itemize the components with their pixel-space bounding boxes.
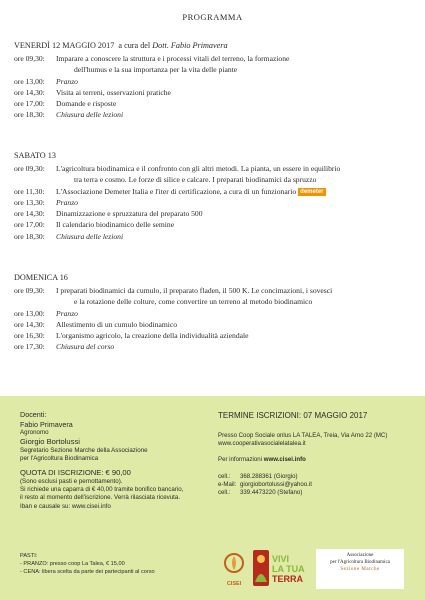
- schedule-row: [14, 64, 414, 75]
- contact-row: [218, 481, 418, 489]
- pasti-cena: - CENA: libera scelta da parte dei partecipanti al corso: [20, 569, 155, 575]
- row-time: ore 13,30:: [14, 197, 45, 207]
- contacts-list: [218, 473, 418, 498]
- row-text: Domande e risposte: [56, 99, 117, 109]
- termine-iscrizioni: TERMINE ISCRIZIONI: 07 MAGGIO 2017: [218, 411, 368, 420]
- vivi-logo-line1: VIVI: [272, 554, 290, 564]
- row-time: ore 16,30:: [14, 331, 45, 341]
- program-title: PROGRAMMA: [182, 12, 243, 22]
- schedule-row: [14, 319, 414, 330]
- schedule-row: [14, 109, 414, 120]
- info-label: Per informazioni: [218, 456, 264, 464]
- schedule-row: [14, 219, 414, 230]
- row-text: tra terra e cosmo. Le forze di silice e calcare. I preparati biodinamici da spruzzo: [74, 175, 317, 185]
- row-text: Chiusura delle lezioni: [56, 231, 124, 241]
- row-time: ore 17,30:: [14, 342, 45, 352]
- row-time: [14, 64, 56, 75]
- row-text: Il calendario biodinamico delle semine: [56, 220, 175, 230]
- row-text: Chiusura delle lezioni: [56, 110, 124, 120]
- schedule-row: [14, 285, 414, 296]
- row-text: Pranzo: [56, 197, 78, 207]
- presso-address: Presso Coop Sociale onlus LA TALEA, Treia, Via Arno 22 (MC): [218, 432, 388, 439]
- row-time: ore 18,30:: [14, 110, 45, 120]
- cisei-logo-text: CISEI: [226, 581, 242, 587]
- schedule-row: [14, 186, 414, 197]
- row-time: ore 14,30:: [14, 87, 45, 97]
- row-time: ore 09,30:: [14, 54, 45, 63]
- row-text: L'agricoltura biodinamica e il confronto con gli altri metodi. La pianta, un essere in equilibrio: [56, 164, 341, 173]
- day-curator-name: Dott. Fabio Primavera: [152, 41, 228, 50]
- row-text: Allestimento di un cumulo biodinamico: [56, 319, 178, 329]
- info-website[interactable]: www.cisei.info: [263, 456, 306, 464]
- cisei-logo: [219, 551, 249, 587]
- row-text: Pranzo: [56, 308, 78, 318]
- row-time: ore 14,30:: [14, 319, 45, 329]
- contact-value: 368.288361 (Giorgio): [240, 472, 298, 480]
- demeter-logo: demeter: [300, 188, 324, 195]
- row-time: ore 14,30:: [14, 209, 45, 219]
- contact-value[interactable]: giorgiobortolussi@yahoo.it: [240, 480, 312, 488]
- schedule-row: [14, 308, 414, 319]
- contact-value: 339.4473220 (Stefano): [240, 489, 303, 497]
- assoc-logo-line1: Associazione: [346, 553, 374, 558]
- schedule-row: [14, 330, 414, 341]
- associazione-biodinamica-logo: [316, 549, 404, 589]
- schedule-row: [14, 208, 414, 219]
- day-curator-prefix: a cura del: [118, 41, 151, 50]
- day-heading: [14, 272, 414, 283]
- day-heading: [14, 150, 414, 161]
- quota-iscrizione: QUOTA DI ISCRIZIONE: € 90,00: [20, 468, 131, 478]
- schedule-row: [14, 296, 414, 307]
- day-friday: [14, 40, 414, 121]
- schedule-row: [14, 197, 414, 208]
- row-time: ore 13,00:: [14, 308, 45, 318]
- day-date: VENERDÌ 12 MAGGIO 2017: [14, 41, 115, 50]
- pasti-label: PASTI:: [20, 553, 38, 559]
- vivi-logo-line2: LA TUA: [272, 564, 305, 574]
- docenti-label: Docenti:: [20, 410, 47, 419]
- row-time: ore 09,30:: [14, 164, 45, 173]
- pasti-pranzo: - PRANZO: presso coop La Talea, € 15,00: [20, 561, 125, 567]
- cisei-mark-icon: [223, 551, 245, 575]
- quota-note: (Sono esclusi pasti e pernottamento).: [20, 478, 123, 486]
- docente-2-name: Giorgio Bortolussi: [20, 437, 80, 447]
- row-text: Pranzo: [56, 76, 78, 86]
- caparra-line2: il resto al momento dell'iscrizione. Verrà rilasciata ricevuta.: [20, 494, 181, 502]
- info-footer: [0, 396, 425, 600]
- contact-key: e-Mail:: [218, 480, 237, 488]
- contact-key: cell.:: [218, 472, 231, 480]
- row-text: Chiusura del corso: [56, 342, 115, 352]
- assoc-logo-line2: per l'Agricoltura Biodinamica: [330, 560, 390, 565]
- vivi-logo-line3: TERRA: [272, 574, 303, 584]
- day-saturday: [14, 150, 414, 242]
- row-text: L'Associazione Demeter Italia e l'iter di certificazione, a cura di un funzionario: [56, 186, 297, 196]
- schedule-row: [14, 163, 414, 174]
- row-time: [14, 174, 56, 185]
- row-text: Imparare a conoscere la struttura e i processi vitali del terreno, la formazione: [56, 54, 290, 63]
- row-text: e la rotazione delle colture, come convertire un terreno al metodo biodinamico: [74, 297, 313, 307]
- row-time: ore 11,30:: [14, 186, 45, 196]
- row-text: I preparati biodinamici da cumulo, il preparato fladen, il 500 K. Le concimazioni, i sovesci: [56, 286, 333, 295]
- row-time: ore 17,00:: [14, 220, 45, 230]
- day-heading: [14, 40, 414, 51]
- schedule-row: [14, 231, 414, 242]
- docente-1-name: Fabio Primavera: [20, 419, 73, 429]
- row-text-with-logo: [56, 186, 414, 197]
- row-time: ore 09,30:: [14, 286, 45, 295]
- contact-row: [218, 489, 418, 497]
- vivi-la-tua-terra-logo: [253, 548, 305, 590]
- agronomo-label: Agronomo: [20, 429, 49, 436]
- row-time: ore 13,00:: [14, 76, 45, 86]
- iban-line: Iban e causale su: www.cisei.info: [20, 502, 111, 510]
- row-time: [14, 296, 56, 307]
- assoc-logo-line3: Sezione Marche: [340, 567, 380, 572]
- row-text: L'organismo agricolo, la creazione della individualità aziendale: [56, 331, 249, 341]
- day-sunday: [14, 272, 414, 353]
- schedule-row: [14, 53, 414, 64]
- day-date: DOMENICA 16: [14, 273, 68, 282]
- day-date: SABATO 13: [14, 151, 56, 160]
- row-text: Dinamizzazione e spruzzatura del preparato 500: [56, 209, 203, 219]
- row-text: dell'humus e la sua importanza per la vita delle piante: [74, 65, 238, 75]
- schedule-row: [14, 76, 414, 87]
- docente-2-role-line1: Segretario Sezione Marche della Associazione: [20, 447, 148, 455]
- info-line: [218, 456, 418, 464]
- footer-right-column: [218, 410, 418, 497]
- row-text: Visita ai terreni, osservazioni pratiche: [56, 87, 171, 97]
- footer-left-column: [20, 410, 210, 511]
- contact-key: cell.:: [218, 489, 231, 497]
- vivi-logo-sun: [257, 555, 265, 563]
- row-time: ore 17,00:: [14, 99, 45, 109]
- docente-2-role-line2: per l'Agricoltura Biodinamica: [20, 455, 99, 463]
- row-time: ore 18,30:: [14, 231, 45, 241]
- schedule-row: [14, 98, 414, 109]
- caparra-line1: Si richiede una caparra di € 40,00 tramite bonifico bancario,: [20, 486, 184, 494]
- schedule-row: [14, 174, 414, 185]
- coop-website[interactable]: www.cooperativasocialelatalea.it: [218, 440, 306, 448]
- schedule-row: [14, 87, 414, 98]
- schedule-row: [14, 341, 414, 352]
- contact-row: [218, 473, 418, 481]
- pasti-section: [20, 552, 155, 576]
